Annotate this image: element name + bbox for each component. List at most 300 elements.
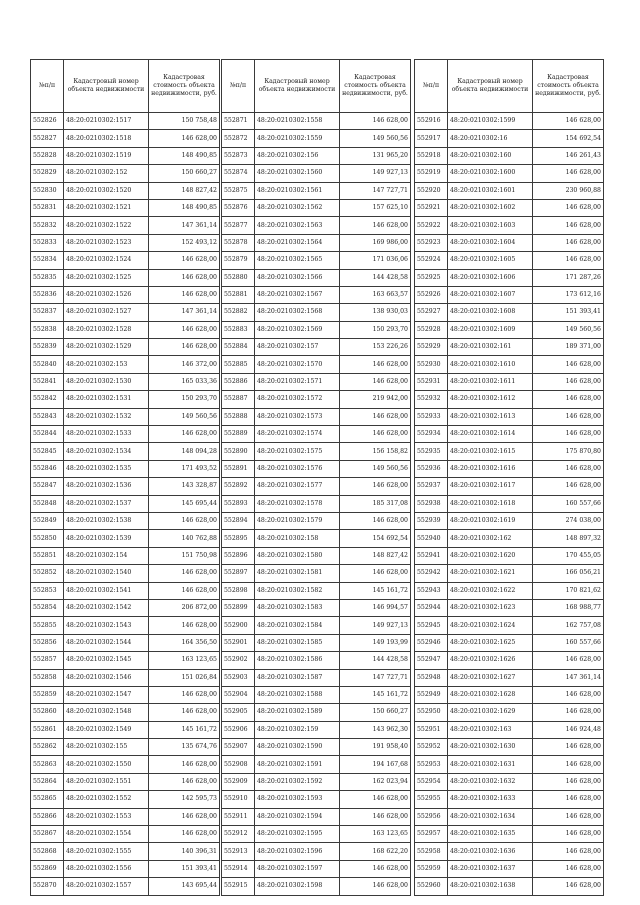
row-number-cell: 552837 (31, 304, 64, 321)
table-row (222, 113, 411, 130)
table-row (415, 860, 604, 877)
row-number-cell: 552831 (31, 199, 64, 216)
row-number-cell: 552848 (31, 495, 64, 512)
row-number-cell: 552828 (31, 147, 64, 164)
table-row (415, 217, 604, 234)
table-row (31, 547, 220, 564)
cadastral-value-cell: 171 036,06 (340, 252, 411, 269)
cadastral-value-cell: 146 628,00 (149, 617, 220, 634)
cadastral-value-cell: 146 628,00 (533, 234, 604, 251)
table-row (31, 617, 220, 634)
row-number-cell: 552954 (415, 773, 448, 790)
row-number-cell: 552943 (415, 582, 448, 599)
cadastral-number-cell: 48:20:0210302:1631 (448, 756, 533, 773)
cadastral-value-cell: 146 628,00 (533, 756, 604, 773)
cadastral-value-cell: 146 628,00 (533, 252, 604, 269)
table-row (222, 182, 411, 199)
cadastral-number-cell: 48:20:0210302:1577 (255, 478, 340, 495)
cadastral-number-cell: 48:20:0210302:1575 (255, 443, 340, 460)
row-number-cell: 552932 (415, 391, 448, 408)
table-row (222, 756, 411, 773)
cadastral-number-cell: 48:20:0210302:1604 (448, 234, 533, 251)
table-row (31, 321, 220, 338)
table-row (222, 217, 411, 234)
cadastral-number-cell: 48:20:0210302:1607 (448, 286, 533, 303)
cadastral-number-cell: 48:20:0210302:1634 (448, 808, 533, 825)
cadastral-value-cell: 171 493,52 (149, 460, 220, 477)
cadastral-value-cell: 150 758,48 (149, 113, 220, 130)
cadastral-value-cell: 149 927,13 (340, 165, 411, 182)
cadastral-number-cell: 48:20:0210302:1601 (448, 182, 533, 199)
table-row (415, 512, 604, 529)
cadastral-value-cell: 146 628,00 (533, 460, 604, 477)
cadastral-value-cell: 146 628,00 (149, 286, 220, 303)
cadastral-number-cell: 48:20:0210302:1565 (255, 252, 340, 269)
table-row (222, 408, 411, 425)
table-row (31, 304, 220, 321)
table-row (415, 408, 604, 425)
table-row (222, 669, 411, 686)
cadastral-number-cell: 48:20:0210302:1557 (64, 878, 149, 895)
table-row (415, 269, 604, 286)
cadastral-value-cell: 194 167,68 (340, 756, 411, 773)
cadastral-number-cell: 48:20:0210302:1539 (64, 530, 149, 547)
cadastral-number-cell: 48:20:0210302:1541 (64, 582, 149, 599)
table-row (222, 599, 411, 616)
cadastral-value-cell: 131 965,20 (340, 147, 411, 164)
table-row (415, 843, 604, 860)
cadastral-value-cell: 143 962,30 (340, 721, 411, 738)
row-number-cell: 552951 (415, 721, 448, 738)
table-row (415, 234, 604, 251)
cadastral-number-cell: 48:20:0210302:16 (448, 130, 533, 147)
table-row (31, 843, 220, 860)
row-number-cell: 552909 (222, 773, 255, 790)
row-number-cell: 552921 (415, 199, 448, 216)
table-row (222, 478, 411, 495)
cadastral-number-cell: 48:20:0210302:1529 (64, 339, 149, 356)
cadastral-number-cell: 48:20:0210302:1563 (255, 217, 340, 234)
table-row (222, 286, 411, 303)
row-number-cell: 552856 (31, 634, 64, 651)
column-header-number: №п/п (31, 60, 64, 113)
cadastral-value-cell: 149 560,56 (533, 321, 604, 338)
table-row (222, 617, 411, 634)
cadastral-value-cell: 146 628,00 (533, 356, 604, 373)
table-row (31, 356, 220, 373)
table-row (415, 356, 604, 373)
cadastral-number-cell: 48:20:0210302:1519 (64, 147, 149, 164)
row-number-cell: 552892 (222, 478, 255, 495)
row-number-cell: 552925 (415, 269, 448, 286)
cadastral-number-cell: 48:20:0210302:1613 (448, 408, 533, 425)
cadastral-value-cell: 145 161,72 (149, 721, 220, 738)
cadastral-value-cell: 145 161,72 (340, 686, 411, 703)
cadastral-number-cell: 48:20:0210302:1547 (64, 686, 149, 703)
cadastral-number-cell: 48:20:0210302:1608 (448, 304, 533, 321)
cadastral-number-cell: 48:20:0210302:1568 (255, 304, 340, 321)
cadastral-number-cell: 48:20:0210302:1616 (448, 460, 533, 477)
cadastral-number-cell: 48:20:0210302:1535 (64, 460, 149, 477)
table-row (415, 826, 604, 843)
table-row (31, 721, 220, 738)
cadastral-value-cell: 149 193,99 (340, 634, 411, 651)
cadastral-number-cell: 48:20:0210302:1621 (448, 565, 533, 582)
cadastral-number-cell: 48:20:0210302:1587 (255, 669, 340, 686)
table-row (415, 339, 604, 356)
table-row (415, 443, 604, 460)
row-number-cell: 552850 (31, 530, 64, 547)
cadastral-number-cell: 48:20:0210302:1531 (64, 391, 149, 408)
cadastral-value-cell: 146 628,00 (533, 704, 604, 721)
table-row (31, 147, 220, 164)
table-row (31, 878, 220, 895)
cadastral-number-cell: 48:20:0210302:1548 (64, 704, 149, 721)
table-row (415, 582, 604, 599)
table-row (222, 252, 411, 269)
row-number-cell: 552956 (415, 808, 448, 825)
cadastral-number-cell: 48:20:0210302:1590 (255, 739, 340, 756)
table-row (222, 791, 411, 808)
table-row (415, 617, 604, 634)
cadastral-value-cell: 151 750,98 (149, 547, 220, 564)
cadastral-value-cell: 146 628,00 (340, 512, 411, 529)
cadastral-value-cell: 146 628,00 (340, 565, 411, 582)
table-row (31, 773, 220, 790)
cadastral-number-cell: 48:20:0210302:1586 (255, 652, 340, 669)
row-number-cell: 552873 (222, 147, 255, 164)
row-number-cell: 552835 (31, 269, 64, 286)
row-number-cell: 552853 (31, 582, 64, 599)
cadastral-value-cell: 145 695,44 (149, 495, 220, 512)
cadastral-number-cell: 48:20:0210302:1540 (64, 565, 149, 582)
cadastral-number-cell: 48:20:0210302:1610 (448, 356, 533, 373)
cadastral-number-cell: 48:20:0210302:152 (64, 165, 149, 182)
cadastral-value-cell: 146 628,00 (533, 739, 604, 756)
cadastral-value-cell: 146 628,00 (533, 686, 604, 703)
cadastral-value-cell: 162 757,08 (533, 617, 604, 634)
table-row (415, 130, 604, 147)
cadastral-number-cell: 48:20:0210302:1573 (255, 408, 340, 425)
row-number-cell: 552901 (222, 634, 255, 651)
cadastral-value-cell: 146 628,00 (533, 808, 604, 825)
table-row (31, 443, 220, 460)
row-number-cell: 552897 (222, 565, 255, 582)
table-row (31, 460, 220, 477)
cadastral-value-cell: 140 396,31 (149, 843, 220, 860)
cadastral-number-cell: 48:20:0210302:1556 (64, 860, 149, 877)
row-number-cell: 552899 (222, 599, 255, 616)
cadastral-number-cell: 48:20:0210302:1602 (448, 199, 533, 216)
cadastral-value-cell: 156 158,82 (340, 443, 411, 460)
row-number-cell: 552888 (222, 408, 255, 425)
row-number-cell: 552840 (31, 356, 64, 373)
cadastral-number-cell: 48:20:0210302:1551 (64, 773, 149, 790)
table-row (415, 704, 604, 721)
cadastral-value-cell: 151 393,41 (533, 304, 604, 321)
cadastral-value-cell: 147 727,71 (340, 669, 411, 686)
row-number-cell: 552947 (415, 652, 448, 669)
cadastral-value-cell: 146 628,00 (149, 582, 220, 599)
table-row (415, 756, 604, 773)
cadastral-value-cell: 146 628,00 (340, 791, 411, 808)
row-number-cell: 552861 (31, 721, 64, 738)
table-row (415, 286, 604, 303)
row-number-cell: 552955 (415, 791, 448, 808)
cadastral-number-cell: 48:20:0210302:1570 (255, 356, 340, 373)
cadastral-value-cell: 146 628,00 (340, 408, 411, 425)
cadastral-value-cell: 164 356,50 (149, 634, 220, 651)
cadastral-number-cell: 48:20:0210302:154 (64, 547, 149, 564)
cadastral-number-cell: 48:20:0210302:1544 (64, 634, 149, 651)
table-row (415, 791, 604, 808)
cadastral-number-cell: 48:20:0210302:1580 (255, 547, 340, 564)
row-number-cell: 552863 (31, 756, 64, 773)
cadastral-number-cell: 48:20:0210302:1530 (64, 373, 149, 390)
cadastral-value-cell: 148 897,32 (533, 530, 604, 547)
cadastral-number-cell: 48:20:0210302:1552 (64, 791, 149, 808)
row-number-cell: 552832 (31, 217, 64, 234)
cadastral-value-cell: 146 994,57 (340, 599, 411, 616)
cadastral-value-cell: 143 695,44 (149, 878, 220, 895)
cadastral-number-cell: 48:20:0210302:159 (255, 721, 340, 738)
cadastral-number-cell: 48:20:0210302:1581 (255, 565, 340, 582)
table-row (415, 686, 604, 703)
cadastral-value-cell: 135 674,76 (149, 739, 220, 756)
table-row (31, 686, 220, 703)
cadastral-number-cell: 48:20:0210302:1536 (64, 478, 149, 495)
table-row (31, 669, 220, 686)
row-number-cell: 552928 (415, 321, 448, 338)
row-number-cell: 552845 (31, 443, 64, 460)
row-number-cell: 552830 (31, 182, 64, 199)
cadastral-value-cell: 149 560,56 (340, 130, 411, 147)
row-number-cell: 552846 (31, 460, 64, 477)
cadastral-number-cell: 48:20:0210302:1596 (255, 843, 340, 860)
cadastral-number-cell: 48:20:0210302:1522 (64, 217, 149, 234)
cadastral-value-cell: 146 628,00 (533, 199, 604, 216)
row-number-cell: 552887 (222, 391, 255, 408)
row-number-cell: 552913 (222, 843, 255, 860)
cadastral-value-cell: 146 628,00 (340, 373, 411, 390)
table-row (222, 878, 411, 895)
table-row (31, 478, 220, 495)
cadastral-value-cell: 146 628,00 (149, 808, 220, 825)
cadastral-number-cell: 48:20:0210302:1630 (448, 739, 533, 756)
cadastral-number-cell: 48:20:0210302:1633 (448, 791, 533, 808)
row-number-cell: 552881 (222, 286, 255, 303)
cadastral-value-cell: 138 930,03 (340, 304, 411, 321)
cadastral-number-cell: 48:20:0210302:1534 (64, 443, 149, 460)
cadastral-number-cell: 48:20:0210302:1572 (255, 391, 340, 408)
row-number-cell: 552872 (222, 130, 255, 147)
cadastral-number-cell: 48:20:0210302:1628 (448, 686, 533, 703)
cadastral-number-cell: 48:20:0210302:1598 (255, 878, 340, 895)
table-row (31, 182, 220, 199)
cadastral-number-cell: 48:20:0210302:1606 (448, 269, 533, 286)
cadastral-number-cell: 48:20:0210302:153 (64, 356, 149, 373)
cadastral-value-cell: 146 628,00 (533, 652, 604, 669)
table-row (415, 634, 604, 651)
cadastral-value-cell: 150 293,70 (340, 321, 411, 338)
cadastral-value-cell: 206 872,00 (149, 599, 220, 616)
table-row (222, 582, 411, 599)
row-number-cell: 552959 (415, 860, 448, 877)
row-number-cell: 552917 (415, 130, 448, 147)
cadastral-number-cell: 48:20:0210302:1636 (448, 843, 533, 860)
column-header-number: №п/п (415, 60, 448, 113)
cadastral-number-cell: 48:20:0210302:1599 (448, 113, 533, 130)
cadastral-value-cell: 146 628,00 (533, 391, 604, 408)
row-number-cell: 552934 (415, 426, 448, 443)
row-number-cell: 552886 (222, 373, 255, 390)
cadastral-value-cell: 146 372,00 (149, 356, 220, 373)
row-number-cell: 552940 (415, 530, 448, 547)
cadastral-value-cell: 146 628,00 (533, 165, 604, 182)
row-number-cell: 552927 (415, 304, 448, 321)
table-row (31, 599, 220, 616)
cadastre-table-1 (30, 59, 220, 896)
row-number-cell: 552833 (31, 234, 64, 251)
row-number-cell: 552915 (222, 878, 255, 895)
cadastral-number-cell: 48:20:0210302:1605 (448, 252, 533, 269)
cadastral-value-cell: 173 612,16 (533, 286, 604, 303)
table-row (31, 165, 220, 182)
table-row (415, 878, 604, 895)
row-number-cell: 552858 (31, 669, 64, 686)
cadastral-value-cell: 148 827,42 (340, 547, 411, 564)
table-row (222, 304, 411, 321)
row-number-cell: 552854 (31, 599, 64, 616)
cadastral-number-cell: 48:20:0210302:1593 (255, 791, 340, 808)
cadastral-value-cell: 146 628,00 (149, 704, 220, 721)
row-number-cell: 552922 (415, 217, 448, 234)
cadastral-number-cell: 48:20:0210302:1532 (64, 408, 149, 425)
table-row (31, 652, 220, 669)
cadastral-number-cell: 48:20:0210302:1583 (255, 599, 340, 616)
table-row (222, 356, 411, 373)
row-number-cell: 552935 (415, 443, 448, 460)
cadastral-value-cell: 148 490,85 (149, 199, 220, 216)
cadastral-value-cell: 149 560,56 (340, 460, 411, 477)
cadastral-number-cell: 48:20:0210302:1553 (64, 808, 149, 825)
row-number-cell: 552839 (31, 339, 64, 356)
row-number-cell: 552859 (31, 686, 64, 703)
cadastral-number-cell: 48:20:0210302:1576 (255, 460, 340, 477)
row-number-cell: 552904 (222, 686, 255, 703)
row-number-cell: 552907 (222, 739, 255, 756)
row-number-cell: 552900 (222, 617, 255, 634)
row-number-cell: 552893 (222, 495, 255, 512)
row-number-cell: 552911 (222, 808, 255, 825)
cadastral-value-cell: 146 628,00 (149, 565, 220, 582)
cadastral-value-cell: 165 033,36 (149, 373, 220, 390)
row-number-cell: 552905 (222, 704, 255, 721)
row-number-cell: 552929 (415, 339, 448, 356)
cadastral-value-cell: 163 123,65 (149, 652, 220, 669)
cadastral-value-cell: 140 762,88 (149, 530, 220, 547)
row-number-cell: 552880 (222, 269, 255, 286)
column-header-number: №п/п (222, 60, 255, 113)
table-row (222, 773, 411, 790)
table-row (31, 756, 220, 773)
cadastral-value-cell: 185 317,08 (340, 495, 411, 512)
table-row (31, 130, 220, 147)
table-row (415, 252, 604, 269)
row-number-cell: 552842 (31, 391, 64, 408)
table-row (415, 669, 604, 686)
cadastral-number-cell: 48:20:0210302:156 (255, 147, 340, 164)
table-row (222, 269, 411, 286)
cadastral-value-cell: 160 557,66 (533, 495, 604, 512)
table-row (222, 704, 411, 721)
cadastral-number-cell: 48:20:0210302:1591 (255, 756, 340, 773)
cadastral-number-cell: 48:20:0210302:1560 (255, 165, 340, 182)
cadastral-value-cell: 146 628,00 (533, 478, 604, 495)
cadastral-value-cell: 148 827,42 (149, 182, 220, 199)
cadastral-number-cell: 48:20:0210302:163 (448, 721, 533, 738)
cadastral-value-cell: 146 628,00 (149, 826, 220, 843)
table-row (222, 686, 411, 703)
cadastral-number-cell: 48:20:0210302:1582 (255, 582, 340, 599)
cadastral-number-cell: 48:20:0210302:1533 (64, 426, 149, 443)
table-row (31, 704, 220, 721)
cadastral-value-cell: 163 123,65 (340, 826, 411, 843)
row-number-cell: 552844 (31, 426, 64, 443)
row-number-cell: 552867 (31, 826, 64, 843)
row-number-cell: 552843 (31, 408, 64, 425)
table-row (415, 599, 604, 616)
row-number-cell: 552836 (31, 286, 64, 303)
row-number-cell: 552902 (222, 652, 255, 669)
row-number-cell: 552847 (31, 478, 64, 495)
cadastral-number-cell: 48:20:0210302:1588 (255, 686, 340, 703)
cadastral-number-cell: 48:20:0210302:158 (255, 530, 340, 547)
cadastral-value-cell: 144 428,58 (340, 269, 411, 286)
cadastral-value-cell: 146 628,00 (149, 426, 220, 443)
row-number-cell: 552960 (415, 878, 448, 895)
table-row (31, 512, 220, 529)
cadastral-value-cell: 146 628,00 (149, 773, 220, 790)
cadastral-value-cell: 146 628,00 (340, 217, 411, 234)
cadastral-number-cell: 48:20:0210302:1537 (64, 495, 149, 512)
row-number-cell: 552885 (222, 356, 255, 373)
cadastral-number-cell: 48:20:0210302:1635 (448, 826, 533, 843)
cadastral-number-cell: 48:20:0210302:1558 (255, 113, 340, 130)
row-number-cell: 552930 (415, 356, 448, 373)
cadastral-number-cell: 48:20:0210302:160 (448, 147, 533, 164)
row-number-cell: 552862 (31, 739, 64, 756)
table-row (415, 495, 604, 512)
cadastral-value-cell: 146 628,00 (340, 878, 411, 895)
cadastral-value-cell: 153 226,26 (340, 339, 411, 356)
table-row (415, 113, 604, 130)
row-number-cell: 552857 (31, 652, 64, 669)
cadastral-number-cell: 48:20:0210302:1518 (64, 130, 149, 147)
row-number-cell: 552937 (415, 478, 448, 495)
cadastral-value-cell: 147 727,71 (340, 182, 411, 199)
row-number-cell: 552924 (415, 252, 448, 269)
cadastral-number-cell: 48:20:0210302:155 (64, 739, 149, 756)
cadastral-number-cell: 48:20:0210302:1603 (448, 217, 533, 234)
row-number-cell: 552914 (222, 860, 255, 877)
column-header-cadastral-number: Кадастровый номер объекта недвижимости (64, 60, 149, 113)
row-number-cell: 552871 (222, 113, 255, 130)
cadastral-value-cell: 191 958,40 (340, 739, 411, 756)
cadastral-number-cell: 48:20:0210302:1524 (64, 252, 149, 269)
table-row (222, 721, 411, 738)
table-row (222, 147, 411, 164)
